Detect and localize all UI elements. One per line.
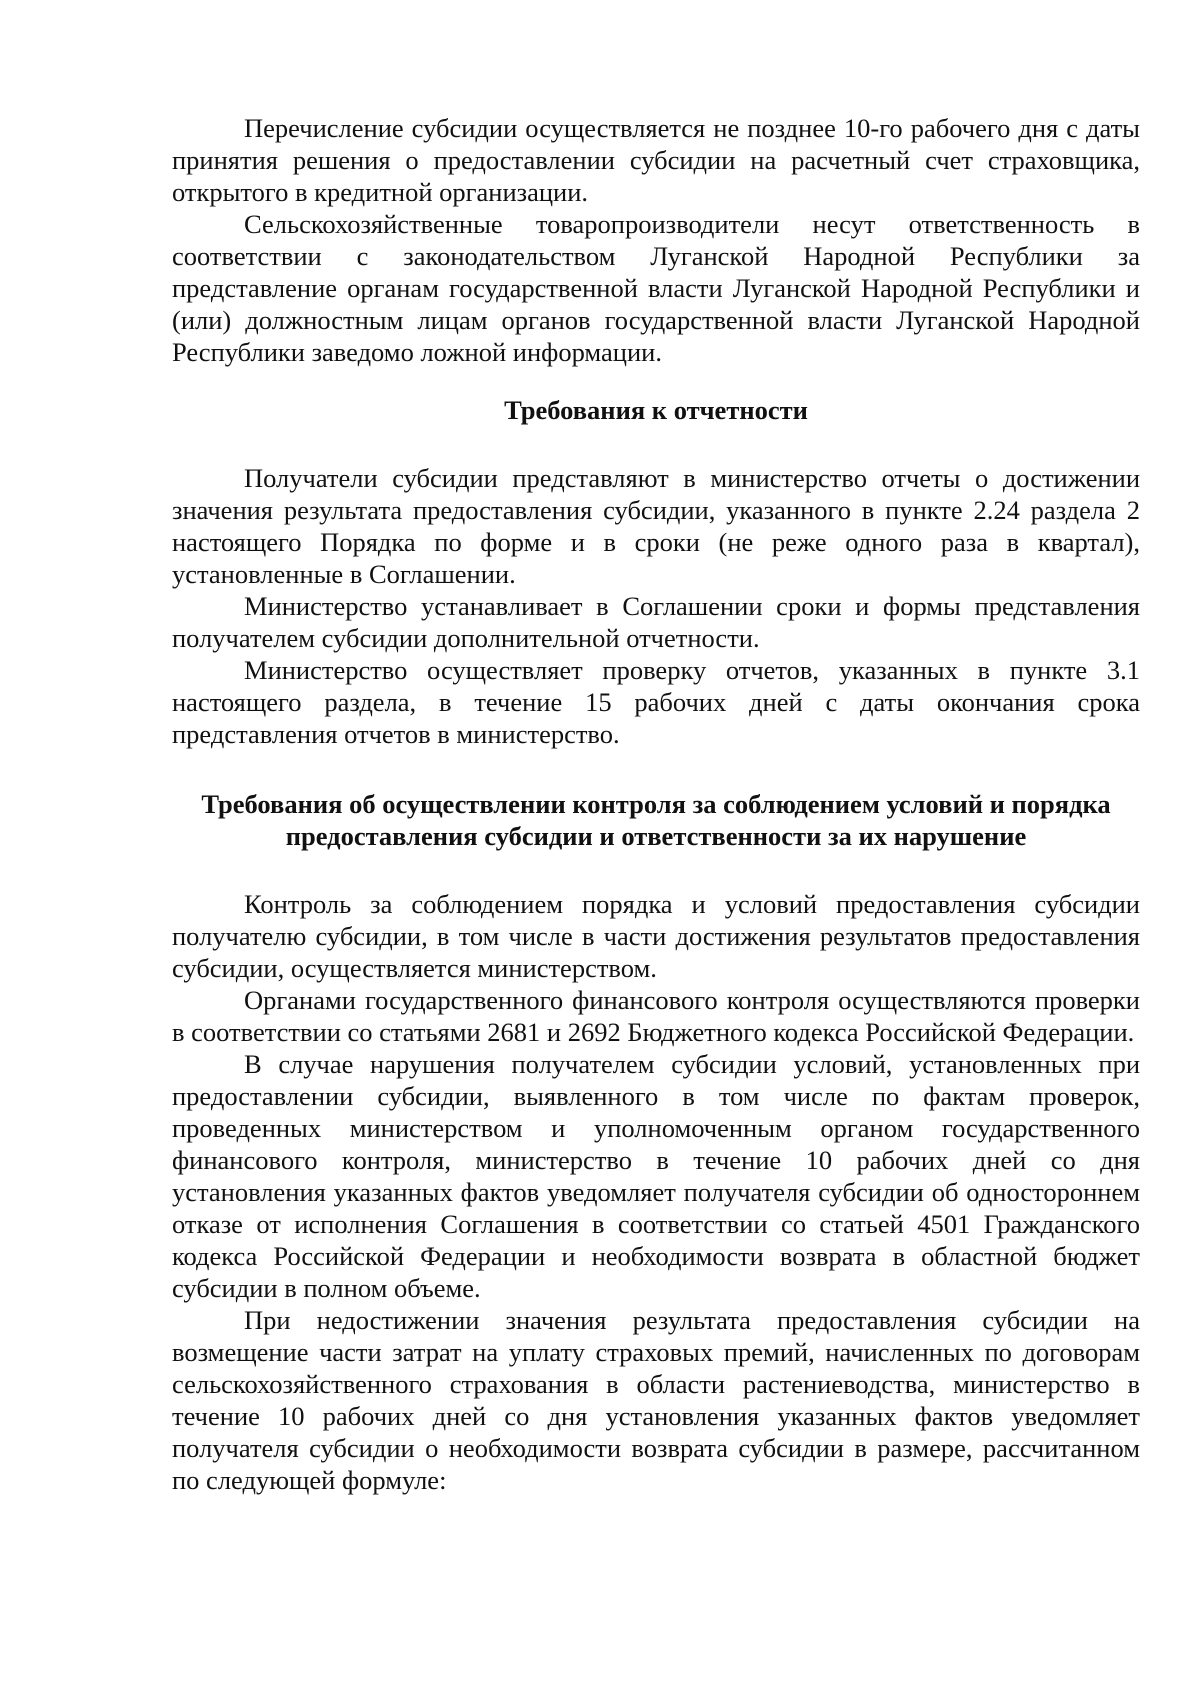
paragraph-subsidy-transfer: Перечисление субсидии осуществляется не позднее 10-го рабочего дня с даты принятия решения о предоставлении субсидии на расчетный счет страховщика, открытого в кредитной организации.: [172, 113, 1140, 207]
paragraph-refund-formula-intro: При недостижении значения результата предоставления субсидии на возмещение части затрат на уплату страховых премий, начисленных по договорам сельскохозяйственного страхования в области растениеводства, министерство в течение 10 рабочих дней со дня установления указанных фактов уведомляет получателя субсидии о необходимости возврата субсидии в размере, рассчитанном по следующей формуле:: [172, 1305, 1140, 1495]
spacer: [172, 852, 1140, 888]
paragraph-financial-control-checks: Органами государственного финансового контроля осуществляются проверки в соответствии со статьями 2681 и 2692 Бюджетного кодекса Российской Федерации.: [172, 985, 1140, 1047]
spacer: [172, 426, 1140, 462]
paragraph-report-verification: Министерство осуществляет проверку отчетов, указанных в пункте 3.1 настоящего раздела, в течение 15 рабочих дней с даты окончания срока представления отчетов в министерство.: [172, 655, 1140, 749]
paragraph-producer-responsibility: Сельскохозяйственные товаропроизводители несут ответственность в соответствии с законодательством Луганской Народной Республики за представление органам государственной власти Луганской Народной Республики и (или) должностным лицам органов государственной власти Луганской Народной Республики заведомо ложной информации.: [172, 209, 1140, 367]
paragraph-additional-reporting: Министерство устанавливает в Соглашении сроки и формы представления получателем субсидии дополнительной отчетности.: [172, 591, 1140, 653]
heading-reporting-requirements: Требования к отчетности: [504, 395, 808, 425]
paragraph-reports-submission: Получатели субсидии представляют в министерство отчеты о достижении значения результата предоставления субсидии, указанного в пункте 2.24 раздела 2 настоящего Порядка по форме и в сроки (не реже одного раза в квартал), установленные в Соглашении.: [172, 463, 1140, 589]
heading-control-requirements-line-2: предоставления субсидии и ответственности за их нарушение: [285, 821, 1027, 851]
paragraph-control-by-ministry: Контроль за соблюдением порядка и условий предоставления субсидии получателю субсидии, в том числе в части достижения результатов предоставления субсидии, осуществляется министерством.: [172, 889, 1140, 983]
heading-control-requirements-line-1: Требования об осуществлении контроля за соблюдением условий и порядка: [201, 789, 1111, 819]
paragraph-violation-consequences: В случае нарушения получателем субсидии условий, установленных при предоставлении субсидии, выявленного в том числе по фактам проверок, проведенных министерством и уполномоченным органом государственного финансового контроля, министерство в течение 10 рабочих дней со дня установления указанных фактов уведомляет получателя субсидии об одностороннем отказе от исполнения Соглашения в соответствии со статьей 4501 Гражданского кодекса Российской Федерации и необходимости возврата в областной бюджет субсидии в полном объеме.: [172, 1049, 1140, 1303]
spacer: [172, 750, 1140, 788]
spacer: [172, 368, 1140, 394]
document-page: [172, 112, 1140, 1496]
